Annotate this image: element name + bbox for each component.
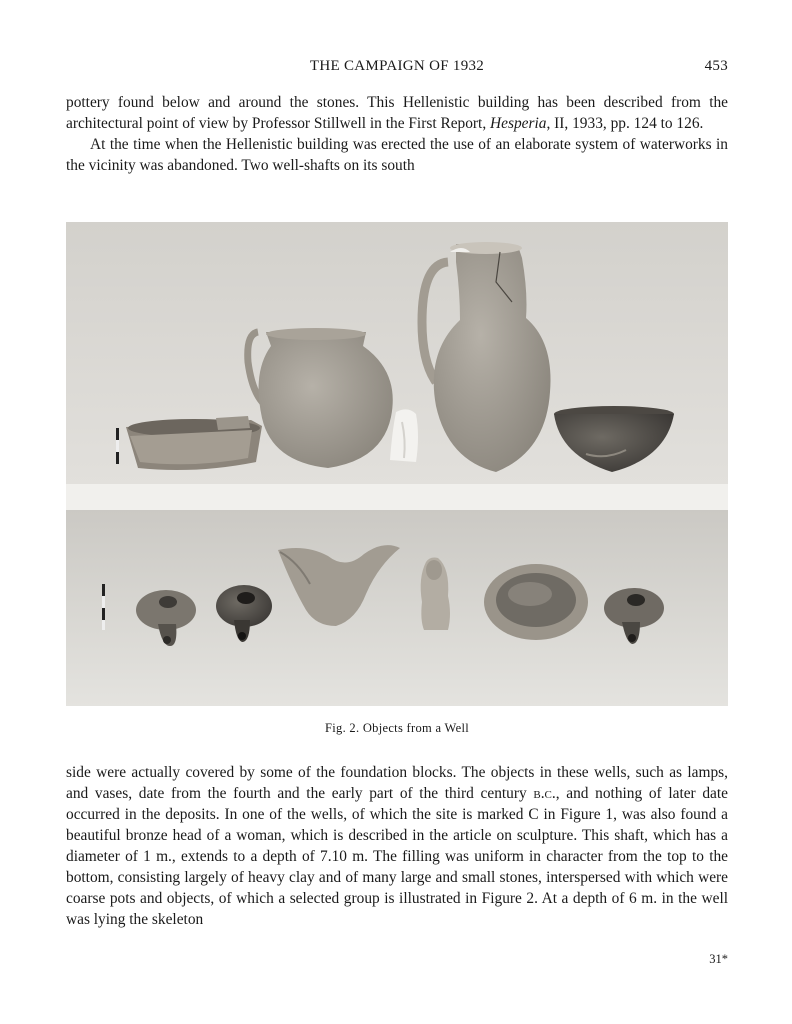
scale-bar-bottom — [102, 584, 105, 630]
figure-photograph — [66, 222, 728, 706]
page-number: 453 — [704, 58, 728, 74]
running-title: THE CAMPAIGN OF 1932 — [309, 58, 485, 74]
text-run: side were actually covered by some of the foundation blocks. The objects in these wells, such as lamps, and vases, date from the fourth and the early part of the third century — [66, 764, 728, 802]
text-run: , II, 1933, pp. 124 to 126. — [546, 115, 704, 132]
paragraph — [66, 762, 728, 930]
scale-bar-top — [116, 428, 119, 464]
plate — [484, 564, 588, 640]
journal-title: Hesperia — [490, 115, 547, 132]
paragraph: At the time when the Hellenistic building was erected the use of an elaborate system of waterworks in the vicinity was abandoned. Two well-shafts on its south — [66, 136, 728, 174]
body-text-bottom — [66, 762, 728, 930]
shelf-divider — [66, 484, 728, 510]
era-abbreviation: b.c. — [533, 785, 556, 802]
body-text-top — [66, 92, 728, 176]
paragraph — [66, 92, 728, 134]
page-header — [66, 58, 728, 78]
photo-illustration — [66, 222, 728, 706]
signature-mark: 31* — [709, 952, 728, 966]
text-run: pottery found below and around the stones. This Hellenistic building has been described from the architectural point of view by Professor Stillwell in the First Report, — [66, 94, 728, 132]
text-run: , and nothing of later date occurred in the deposits. In one of the wells, of which the site is marked C in Figure 1, was also found a beautiful bronze head of a woman, which is described in the article on sculpture. This shaft, which has a diameter of 1 m., extends to a depth of 7.10 m. The filling was uniform in character from the top to the bottom, consisting largely of heavy clay and of many large and small stones, interspersed with which were coarse pots and objects, of which a selected group is illustrated in Figure 2. At a depth of 6 m. in the well was lying the skeleton — [66, 785, 728, 928]
figure-caption: Fig. 2. Objects from a Well — [325, 721, 469, 735]
broken-dish — [126, 416, 262, 470]
